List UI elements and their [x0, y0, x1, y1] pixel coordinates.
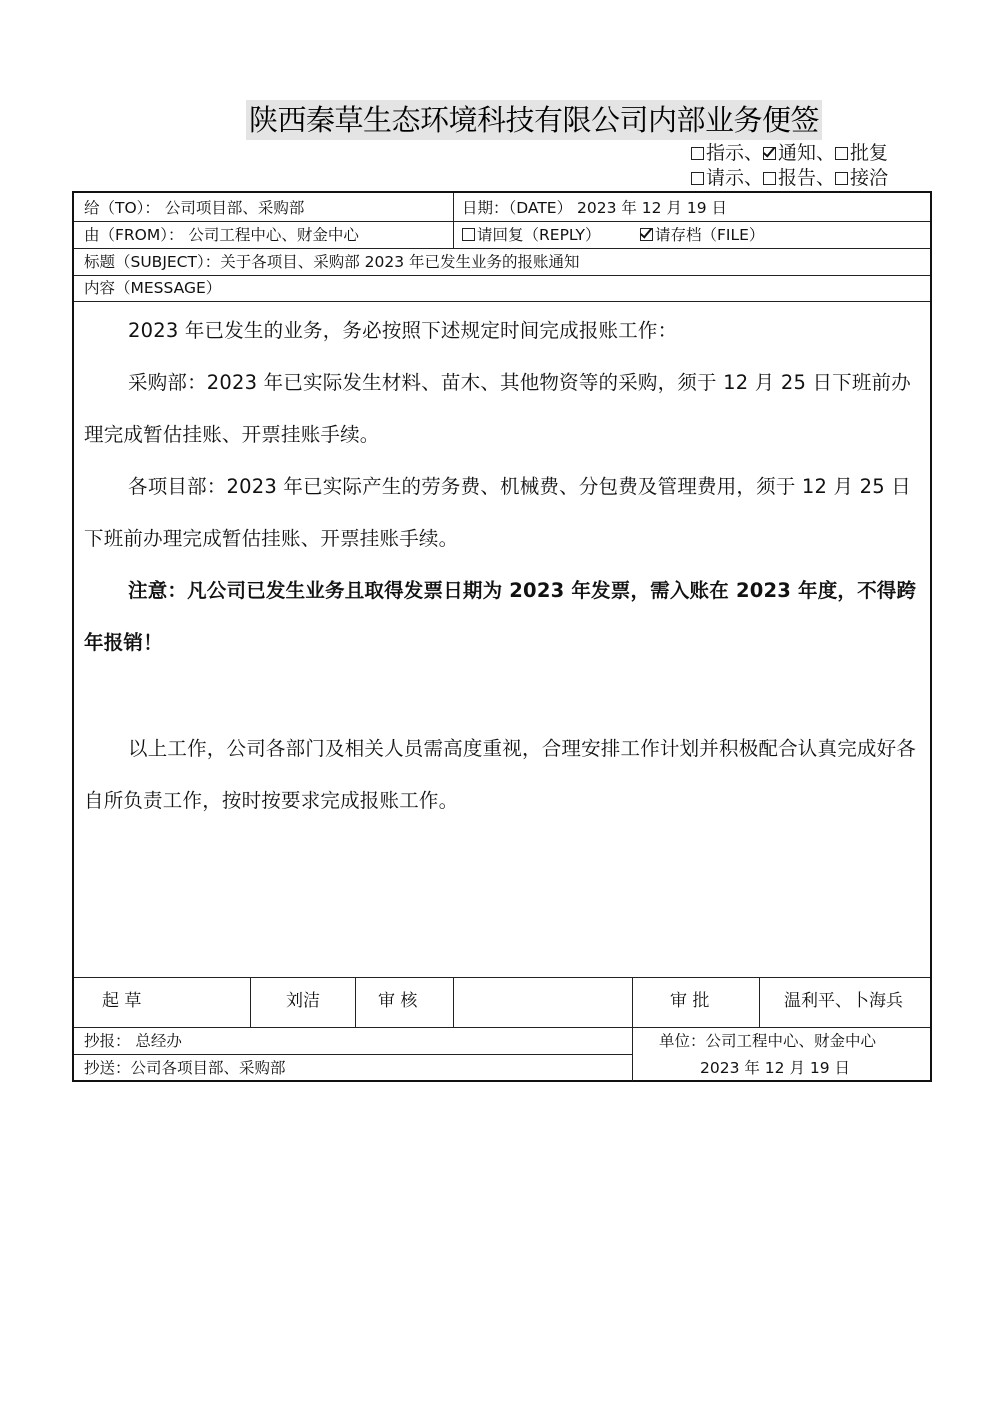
memo-form [72, 191, 932, 1082]
file-label: 请存档（FILE） [655, 226, 765, 244]
checkbox-reply[interactable] [462, 228, 475, 241]
content-label: 内容（MESSAGE） [84, 279, 222, 297]
label-liaison: 接洽 [849, 167, 888, 189]
row-divider [74, 1027, 930, 1028]
column-divider [453, 193, 454, 248]
column-divider [355, 977, 356, 1027]
message-paragraph: 2023 年已发生的业务，务必按照下述规定时间完成报账工作： [128, 319, 678, 342]
column-divider [632, 977, 633, 1081]
approve-label: 审 批 [670, 991, 710, 1011]
row-divider [74, 248, 930, 249]
send-to-field: 抄送：公司各项目部、采购部 [84, 1059, 286, 1077]
checkbox-request[interactable] [691, 172, 704, 185]
checkbox-report[interactable] [763, 172, 776, 185]
message-paragraph: 各项目部：2023 年已实际产生的劳务费、机械费、分包费及管理费用，须于 12 月 25 日下班前办理完成暂估挂账、开票挂账手续。 [84, 475, 911, 550]
draft-name: 刘洁 [286, 991, 320, 1011]
to-field: 给（TO）： 公司项目部、采购部 [84, 199, 305, 217]
draft-label: 起 草 [102, 991, 142, 1011]
label-reply-approval: 批复 [849, 142, 888, 164]
document-type-row-1 [691, 141, 888, 165]
label-notice: 通知、 [777, 142, 835, 164]
subject-field: 标题（SUBJECT）：关于各项目、采购部 2023 年已发生业务的报账通知 [84, 253, 580, 271]
row-divider [74, 301, 930, 302]
date-field: 日期：（DATE） 2023 年 12 月 19 日 [462, 199, 728, 217]
approve-name: 温利平、卜海兵 [784, 991, 903, 1011]
checkbox-liaison[interactable] [835, 172, 848, 185]
row-divider [74, 275, 930, 276]
row-divider [74, 221, 930, 222]
issue-date: 2023 年 12 月 19 日 [700, 1059, 851, 1077]
checkbox-reply-approval[interactable] [835, 147, 848, 160]
label-instruction: 指示、 [705, 142, 763, 164]
row-divider [74, 1054, 632, 1055]
from-field: 由（FROM）： 公司工程中心、财金中心 [84, 226, 359, 244]
row-divider [74, 977, 930, 978]
notice-paragraph: 注意：凡公司已发生业务且取得发票日期为 2023 年发票，需入账在 2023 年度，不得跨年报销！ [84, 579, 917, 654]
reply-option [462, 226, 600, 244]
reply-label: 请回复（REPLY） [477, 226, 601, 244]
document-title: 陕西秦草生态环境科技有限公司内部业务便签 [246, 100, 822, 140]
message-paragraph: 以上工作，公司各部门及相关人员需高度重视，合理安排工作计划并积极配合认真完成好各自所负责工作，按时按要求完成报账工作。 [84, 737, 917, 812]
column-divider [453, 977, 454, 1027]
file-option [640, 226, 764, 244]
checkbox-file[interactable] [640, 228, 653, 241]
checkbox-instruction[interactable] [691, 147, 704, 160]
column-divider [759, 977, 760, 1027]
report-to-field: 抄报： 总经办 [84, 1032, 182, 1050]
review-label: 审 核 [378, 991, 418, 1011]
document-type-row-2 [691, 166, 888, 190]
label-report: 报告、 [777, 167, 835, 189]
issuing-unit: 单位：公司工程中心、财金中心 [659, 1032, 877, 1050]
label-request: 请示、 [705, 167, 763, 189]
column-divider [250, 977, 251, 1027]
checkbox-notice[interactable] [763, 147, 776, 160]
message-paragraph: 采购部：2023 年已实际发生材料、苗木、其他物资等的采购，须于 12 月 25 日下班前办理完成暂估挂账、开票挂账手续。 [84, 371, 911, 446]
